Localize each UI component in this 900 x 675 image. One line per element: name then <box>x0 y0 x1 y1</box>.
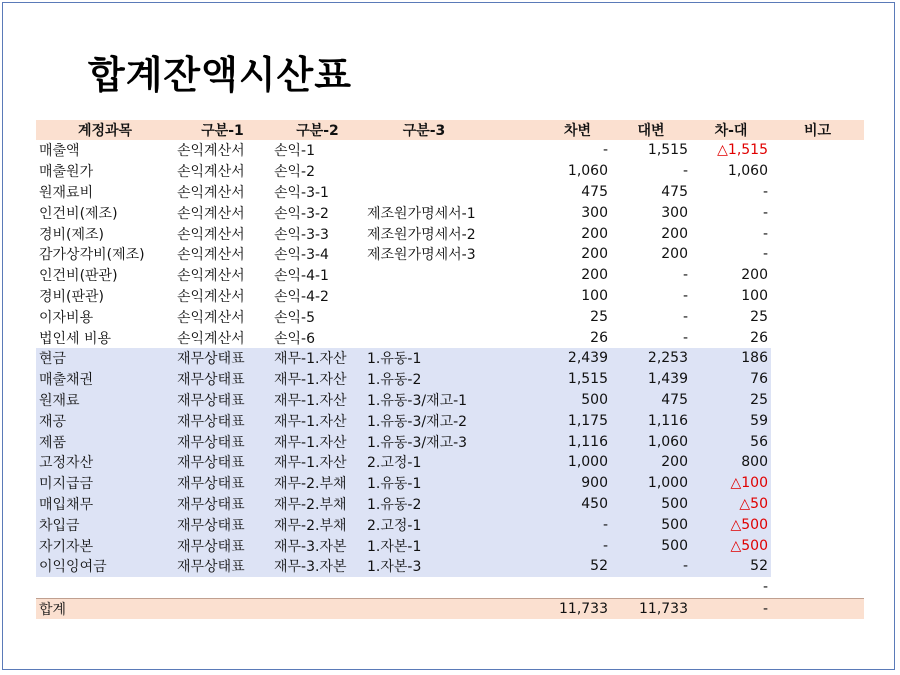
trial-balance-table <box>36 120 864 619</box>
debit-cell: 200 <box>484 244 611 265</box>
remarks-cell <box>771 452 864 473</box>
account-cell: 차입금 <box>36 514 174 535</box>
table-row <box>36 182 864 203</box>
debit-cell: 300 <box>484 202 611 223</box>
debit-cell: 1,000 <box>484 452 611 473</box>
table-row <box>36 327 864 348</box>
account-cell: 매출채권 <box>36 369 174 390</box>
debit-cell: 1,060 <box>484 161 611 182</box>
remarks-cell <box>771 140 864 161</box>
debit-cell: 52 <box>484 556 611 577</box>
col-header-diff: 차-대 <box>691 120 771 140</box>
group1-cell: 재무상태표 <box>174 535 271 556</box>
remarks-cell <box>771 161 864 182</box>
group2-cell: 손익-4-1 <box>271 265 364 286</box>
debit-cell: - <box>484 535 611 556</box>
debit-cell: 1,175 <box>484 410 611 431</box>
account-cell: 감가상각비(제조) <box>36 244 174 265</box>
group3-cell: 1.자본-3 <box>364 556 484 577</box>
debit-cell: 26 <box>484 327 611 348</box>
group2-cell: 손익-3-2 <box>271 202 364 223</box>
total-diff: - <box>691 598 771 619</box>
col-header-group3: 구분-3 <box>364 120 484 140</box>
group3-cell <box>364 327 484 348</box>
table-row <box>36 473 864 494</box>
group2-cell: 재무-2.부채 <box>271 514 364 535</box>
table-row <box>36 348 864 369</box>
account-cell: 경비(판관) <box>36 286 174 307</box>
account-cell: 원재료 <box>36 390 174 411</box>
account-cell: 매입채무 <box>36 494 174 515</box>
group1-cell: 손익계산서 <box>174 202 271 223</box>
group2-cell: 재무-1.자산 <box>271 452 364 473</box>
diff-cell: △1,515 <box>691 140 771 161</box>
group3-cell: 1.유동-3/재고-1 <box>364 390 484 411</box>
col-header-group2: 구분-2 <box>271 120 364 140</box>
diff-cell: - <box>691 202 771 223</box>
group3-cell: 제조원가명세서-2 <box>364 223 484 244</box>
group1-cell: 재무상태표 <box>174 452 271 473</box>
credit-cell: 200 <box>611 452 691 473</box>
debit-cell: 450 <box>484 494 611 515</box>
table-row <box>36 306 864 327</box>
debit-cell: 900 <box>484 473 611 494</box>
group2-cell: 재무-1.자산 <box>271 369 364 390</box>
group1-cell: 손익계산서 <box>174 265 271 286</box>
diff-cell: △500 <box>691 514 771 535</box>
account-cell: 재공 <box>36 410 174 431</box>
debit-cell: 475 <box>484 182 611 203</box>
remarks-cell <box>771 431 864 452</box>
credit-cell: - <box>611 161 691 182</box>
group2-cell: 재무-3.자본 <box>271 556 364 577</box>
diff-cell: - <box>691 244 771 265</box>
diff-cell: 52 <box>691 556 771 577</box>
credit-cell: - <box>611 306 691 327</box>
account-cell: 경비(제조) <box>36 223 174 244</box>
group3-cell: 1.유동-1 <box>364 473 484 494</box>
group3-cell <box>364 306 484 327</box>
remarks-cell <box>771 494 864 515</box>
group1-cell: 손익계산서 <box>174 244 271 265</box>
group1-cell <box>174 577 271 598</box>
diff-cell: 26 <box>691 327 771 348</box>
debit-cell: 200 <box>484 223 611 244</box>
credit-cell: 2,253 <box>611 348 691 369</box>
debit-cell: 100 <box>484 286 611 307</box>
diff-cell: 800 <box>691 452 771 473</box>
diff-cell: 186 <box>691 348 771 369</box>
table-row <box>36 202 864 223</box>
credit-cell: - <box>611 556 691 577</box>
credit-cell: 1,000 <box>611 473 691 494</box>
diff-cell: 76 <box>691 369 771 390</box>
group2-cell: 재무-3.자본 <box>271 535 364 556</box>
diff-cell: △100 <box>691 473 771 494</box>
table-row <box>36 140 864 161</box>
table-row <box>36 431 864 452</box>
diff-cell: △500 <box>691 535 771 556</box>
credit-cell: 475 <box>611 182 691 203</box>
account-cell: 이자비용 <box>36 306 174 327</box>
debit-cell <box>484 577 611 598</box>
debit-cell: - <box>484 514 611 535</box>
debit-cell: 1,116 <box>484 431 611 452</box>
credit-cell: 1,515 <box>611 140 691 161</box>
group3-cell <box>364 140 484 161</box>
group3-cell: 제조원가명세서-1 <box>364 202 484 223</box>
table-row <box>36 286 864 307</box>
table-row <box>36 369 864 390</box>
remarks-cell <box>771 535 864 556</box>
group2-cell: 재무-1.자산 <box>271 410 364 431</box>
remarks-cell <box>771 348 864 369</box>
total-row <box>36 598 864 619</box>
remarks-cell <box>771 306 864 327</box>
col-header-group1: 구분-1 <box>174 120 271 140</box>
remarks-cell <box>771 410 864 431</box>
diff-cell: 25 <box>691 390 771 411</box>
group2-cell: 손익-2 <box>271 161 364 182</box>
table-row <box>36 494 864 515</box>
table-row <box>36 452 864 473</box>
group2-cell: 손익-3-1 <box>271 182 364 203</box>
debit-cell: - <box>484 140 611 161</box>
group3-cell: 1.유동-2 <box>364 494 484 515</box>
group2-cell: 재무-2.부채 <box>271 494 364 515</box>
group2-cell: 재무-1.자산 <box>271 390 364 411</box>
group2-cell: 손익-6 <box>271 327 364 348</box>
group3-cell: 2.고정-1 <box>364 514 484 535</box>
debit-cell: 200 <box>484 265 611 286</box>
account-cell: 인건비(판관) <box>36 265 174 286</box>
table-row <box>36 577 864 598</box>
group3-cell: 1.유동-3/재고-2 <box>364 410 484 431</box>
group3-cell <box>364 265 484 286</box>
diff-cell: - <box>691 223 771 244</box>
diff-cell: - <box>691 577 771 598</box>
group1-cell: 재무상태표 <box>174 390 271 411</box>
group1-cell: 재무상태표 <box>174 431 271 452</box>
account-cell: 매출원가 <box>36 161 174 182</box>
remarks-cell <box>771 244 864 265</box>
group3-cell: 1.유동-2 <box>364 369 484 390</box>
account-cell: 원재료비 <box>36 182 174 203</box>
group2-cell <box>271 577 364 598</box>
group1-cell: 재무상태표 <box>174 369 271 390</box>
group3-cell <box>364 286 484 307</box>
debit-cell: 25 <box>484 306 611 327</box>
remarks-cell <box>771 577 864 598</box>
credit-cell: 1,439 <box>611 369 691 390</box>
account-cell: 자기자본 <box>36 535 174 556</box>
remarks-cell <box>771 265 864 286</box>
account-cell: 고정자산 <box>36 452 174 473</box>
debit-cell: 500 <box>484 390 611 411</box>
col-header-account: 계정과목 <box>36 120 174 140</box>
group1-cell: 재무상태표 <box>174 494 271 515</box>
table-row <box>36 535 864 556</box>
group1-cell: 손익계산서 <box>174 161 271 182</box>
remarks-cell <box>771 390 864 411</box>
credit-cell: - <box>611 265 691 286</box>
credit-cell: 500 <box>611 494 691 515</box>
group2-cell: 재무-1.자산 <box>271 431 364 452</box>
group1-cell: 손익계산서 <box>174 140 271 161</box>
remarks-cell <box>771 327 864 348</box>
group3-cell: 제조원가명세서-3 <box>364 244 484 265</box>
table-row <box>36 265 864 286</box>
credit-cell: - <box>611 327 691 348</box>
group3-cell: 1.자본-1 <box>364 535 484 556</box>
total-label: 합계 <box>36 598 174 619</box>
group2-cell: 재무-2.부채 <box>271 473 364 494</box>
table-row <box>36 161 864 182</box>
group2-cell: 손익-4-2 <box>271 286 364 307</box>
account-cell: 현금 <box>36 348 174 369</box>
table-row <box>36 390 864 411</box>
group1-cell: 손익계산서 <box>174 306 271 327</box>
group1-cell: 재무상태표 <box>174 473 271 494</box>
diff-cell: △50 <box>691 494 771 515</box>
remarks-cell <box>771 473 864 494</box>
group1-cell: 손익계산서 <box>174 223 271 244</box>
remarks-cell <box>771 182 864 203</box>
group3-cell <box>364 182 484 203</box>
group3-cell: 1.유동-3/재고-3 <box>364 431 484 452</box>
group2-cell: 재무-1.자산 <box>271 348 364 369</box>
credit-cell: 200 <box>611 244 691 265</box>
debit-cell: 2,439 <box>484 348 611 369</box>
remarks-cell <box>771 514 864 535</box>
credit-cell: 500 <box>611 514 691 535</box>
account-cell: 제품 <box>36 431 174 452</box>
group3-cell: 1.유동-1 <box>364 348 484 369</box>
group1-cell: 재무상태표 <box>174 348 271 369</box>
table-row <box>36 514 864 535</box>
diff-cell: 200 <box>691 265 771 286</box>
account-cell <box>36 577 174 598</box>
diff-cell: - <box>691 182 771 203</box>
table-row <box>36 556 864 577</box>
group3-cell <box>364 161 484 182</box>
group1-cell: 재무상태표 <box>174 556 271 577</box>
remarks-cell <box>771 202 864 223</box>
group1-cell: 재무상태표 <box>174 514 271 535</box>
credit-cell: 1,060 <box>611 431 691 452</box>
remarks-cell <box>771 369 864 390</box>
total-debit: 11,733 <box>484 598 611 619</box>
diff-cell: 56 <box>691 431 771 452</box>
group1-cell: 손익계산서 <box>174 327 271 348</box>
account-cell: 미지급금 <box>36 473 174 494</box>
col-header-credit: 대변 <box>611 120 691 140</box>
group2-cell: 손익-1 <box>271 140 364 161</box>
table-row <box>36 244 864 265</box>
credit-cell: 300 <box>611 202 691 223</box>
credit-cell: 500 <box>611 535 691 556</box>
diff-cell: 59 <box>691 410 771 431</box>
credit-cell: 200 <box>611 223 691 244</box>
credit-cell <box>611 577 691 598</box>
group3-cell <box>364 577 484 598</box>
col-header-remarks: 비고 <box>771 120 864 140</box>
credit-cell: - <box>611 286 691 307</box>
group1-cell: 손익계산서 <box>174 182 271 203</box>
total-credit: 11,733 <box>611 598 691 619</box>
group2-cell: 손익-3-3 <box>271 223 364 244</box>
group1-cell: 재무상태표 <box>174 410 271 431</box>
table-row <box>36 223 864 244</box>
debit-cell: 1,515 <box>484 369 611 390</box>
group1-cell: 손익계산서 <box>174 286 271 307</box>
group3-cell: 2.고정-1 <box>364 452 484 473</box>
account-cell: 법인세 비용 <box>36 327 174 348</box>
remarks-cell <box>771 286 864 307</box>
diff-cell: 100 <box>691 286 771 307</box>
header-row <box>36 120 864 140</box>
diff-cell: 25 <box>691 306 771 327</box>
credit-cell: 1,116 <box>611 410 691 431</box>
table-row <box>36 410 864 431</box>
account-cell: 매출액 <box>36 140 174 161</box>
group2-cell: 손익-3-4 <box>271 244 364 265</box>
remarks-cell <box>771 556 864 577</box>
credit-cell: 475 <box>611 390 691 411</box>
account-cell: 인건비(제조) <box>36 202 174 223</box>
diff-cell: 1,060 <box>691 161 771 182</box>
page-title: 합계잔액시산표 <box>88 53 352 97</box>
remarks-cell <box>771 223 864 244</box>
col-header-debit: 차변 <box>484 120 611 140</box>
account-cell: 이익잉여금 <box>36 556 174 577</box>
group2-cell: 손익-5 <box>271 306 364 327</box>
